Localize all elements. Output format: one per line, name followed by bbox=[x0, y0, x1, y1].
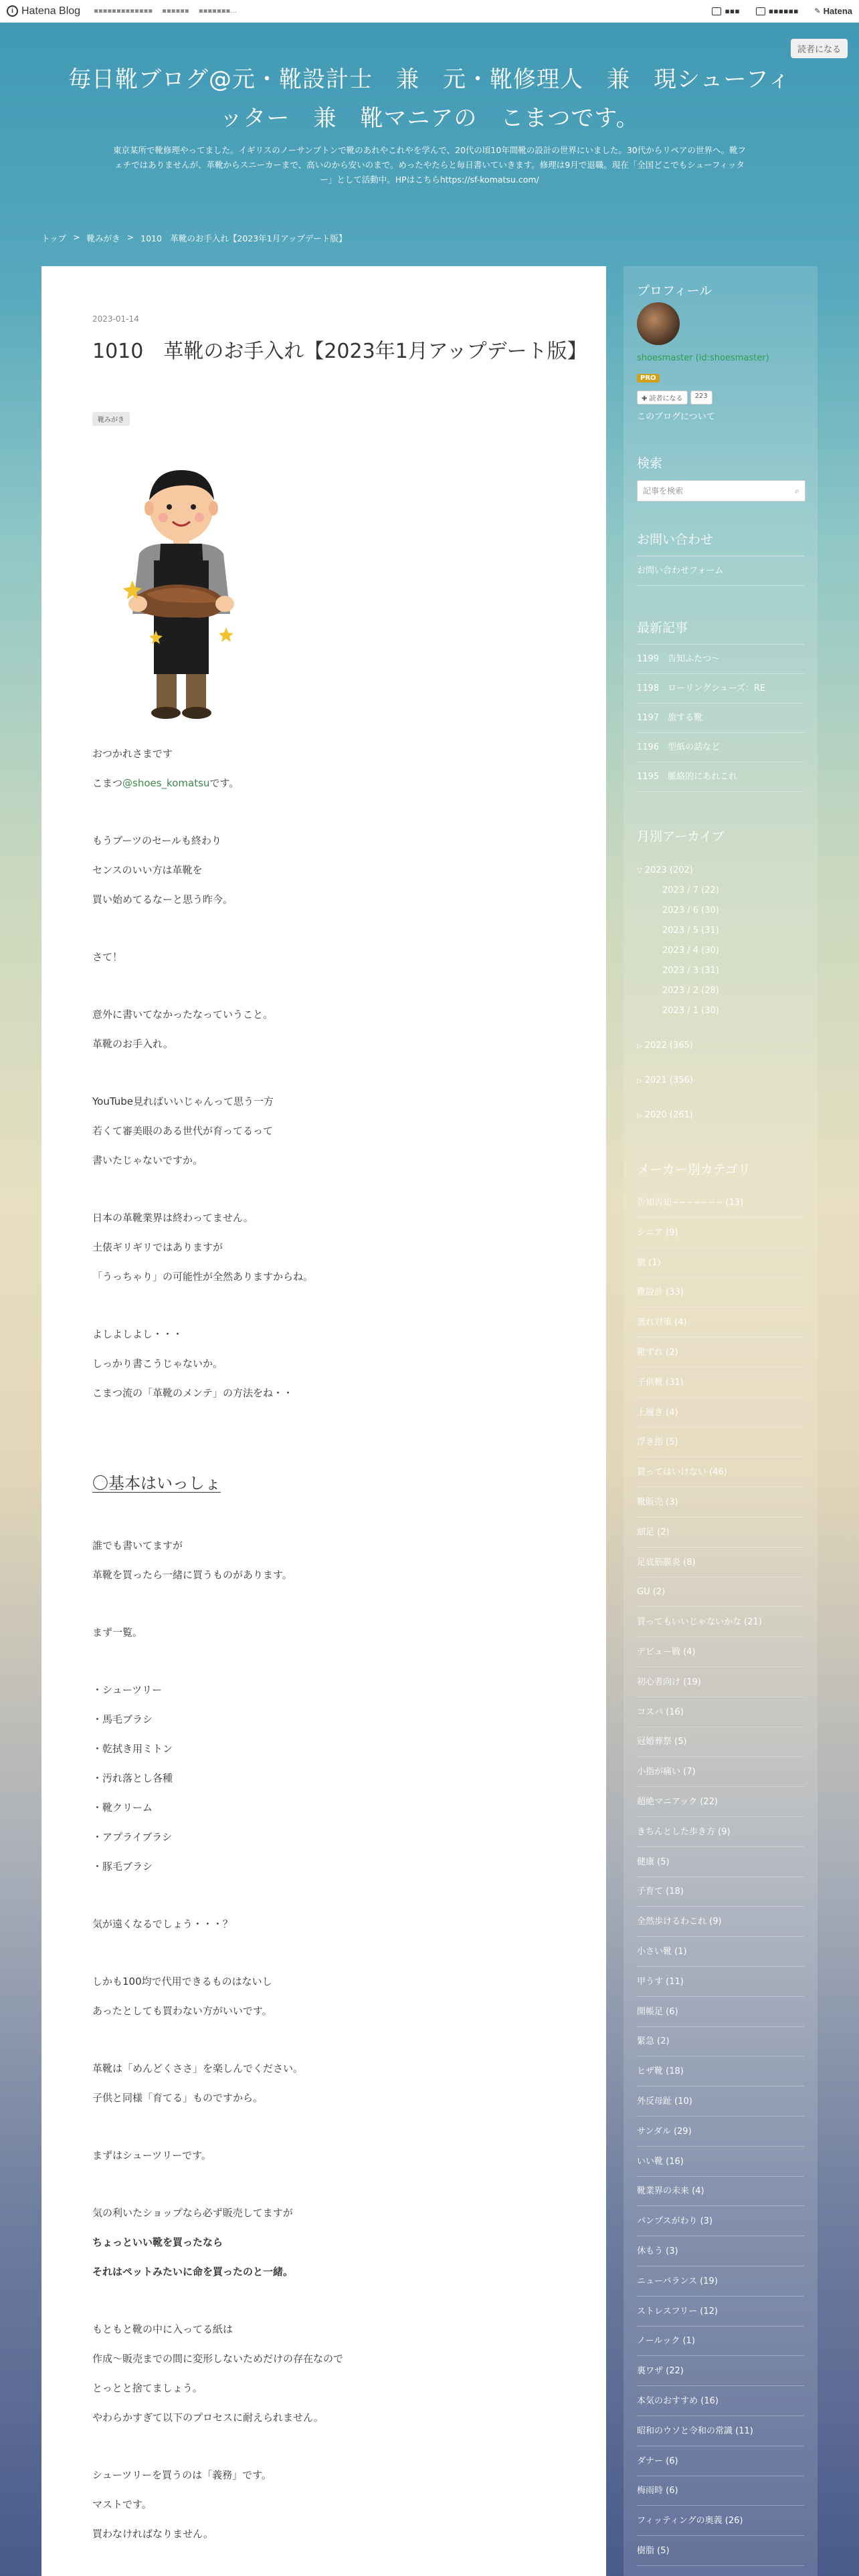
article bbox=[41, 266, 606, 2576]
breadcrumb-top[interactable]: トップ bbox=[41, 233, 67, 243]
category-item[interactable]: いい靴 (16) bbox=[637, 2147, 804, 2177]
archive-month[interactable]: 2023 / 3 (31) bbox=[662, 966, 719, 976]
category-item[interactable]: 靴設計 (33) bbox=[637, 1277, 804, 1307]
archive-year[interactable] bbox=[637, 1110, 693, 1120]
hatena-blog-logo[interactable] bbox=[7, 5, 80, 17]
article-paragraph: こまつ流の「革靴のメンテ」の方法をね・・ bbox=[92, 1387, 294, 1399]
search-placeholder: 記事を検索 bbox=[643, 486, 684, 496]
category-item[interactable]: 小さい靴 (1) bbox=[637, 1937, 804, 1967]
text-span: こまつ bbox=[92, 777, 123, 789]
article-paragraph: おつかれさまです bbox=[92, 748, 173, 760]
profile-heading: プロフィール bbox=[637, 284, 712, 298]
article-paragraph: 書いたじゃないですか。 bbox=[92, 1154, 203, 1166]
list-item: ・シューツリー bbox=[92, 1684, 163, 1696]
article-paragraph: 革靴は「めんどくささ」を楽しんでください。 bbox=[92, 2062, 304, 2074]
section-heading: 〇基本はいっしょ bbox=[92, 1474, 221, 1493]
category-item[interactable]: 緊急 (2) bbox=[637, 2026, 804, 2056]
search-input[interactable] bbox=[637, 480, 805, 502]
category-item[interactable]: 梅雨時 (6) bbox=[637, 2476, 804, 2506]
chevron-right-icon: ▷ bbox=[637, 1077, 642, 1085]
category-item[interactable]: 休もう (3) bbox=[637, 2236, 804, 2266]
global-nav-item[interactable]: ▪▪▪▪▪▪▪... bbox=[198, 7, 237, 15]
list-item: ・汚れ落とし各種 bbox=[92, 1772, 173, 1784]
article-paragraph: 買い始めてるなーと思う昨今。 bbox=[92, 893, 233, 905]
archive-month[interactable]: 2023 / 1 (30) bbox=[662, 1006, 719, 1016]
breadcrumb-current: 1010 革靴のお手入れ【2023年1月アップデート版】 bbox=[140, 233, 347, 243]
pencil-icon bbox=[712, 7, 721, 15]
subscriber-count[interactable]: 223 bbox=[690, 391, 712, 405]
twitter-link[interactable]: @shoes_komatsu bbox=[122, 777, 210, 789]
archive-year-label: 2022 (365) bbox=[644, 1041, 693, 1051]
category-item[interactable]: 靴ずれ (2) bbox=[637, 1337, 804, 1368]
article-paragraph: 意外に書いてなかったなっていうこと。 bbox=[92, 1008, 274, 1021]
category-item[interactable]: 昭和のウソと令和の常識 (11) bbox=[637, 2416, 804, 2446]
article-paragraph: 子供と同様「育てる」ものですから。 bbox=[92, 2092, 264, 2104]
category-item[interactable]: 甲うす (11) bbox=[637, 1967, 804, 1997]
article-paragraph: 革靴を買ったら一緒に買うものがあります。 bbox=[92, 1569, 292, 1581]
category-item[interactable]: 上履き (4) bbox=[637, 1398, 804, 1428]
global-header-right bbox=[696, 6, 852, 16]
article-paragraph: しっかり書こうじゃないか。 bbox=[92, 1358, 223, 1370]
list-item: ・靴クリーム bbox=[92, 1802, 153, 1814]
recent-entry[interactable]: 1197 旅する靴 bbox=[637, 704, 804, 733]
breadcrumb bbox=[41, 232, 347, 244]
list-item: ・アプライブラシ bbox=[92, 1831, 173, 1843]
blog-description-line: ー」として活動中。HPはこちらhttps://sf-komatsu.com/ bbox=[320, 175, 539, 185]
contact-heading: お問い合わせ bbox=[637, 532, 714, 547]
category-item[interactable]: 小指が痛い (7) bbox=[637, 1757, 804, 1787]
blog-description-line: 東京某所で靴修理やってました。イギリスのノーサンプトンで靴のあれやこれやを学んで、20代の頃10年間靴の設計の世界にいました。30代からリペアの世界へ。靴フ bbox=[113, 145, 746, 155]
category-item[interactable]: 初心者向け (19) bbox=[637, 1667, 804, 1697]
archive-month[interactable]: 2023 / 6 (30) bbox=[662, 905, 719, 916]
profile-subscribe bbox=[637, 391, 712, 405]
sidebar-subscribe-button[interactable]: ✚ 読者になる bbox=[637, 391, 688, 405]
article-paragraph: あったとしても買わない方がいいです。 bbox=[92, 2005, 272, 2017]
text-span: です。 bbox=[209, 777, 240, 789]
manage-label: ▪▪▪▪▪▪ bbox=[768, 7, 799, 15]
article-date[interactable]: 2023-01-14 bbox=[92, 314, 139, 324]
category-item[interactable]: サンダル (29) bbox=[637, 2117, 804, 2147]
category-item[interactable]: 靴業界の未来 (4) bbox=[637, 2176, 804, 2206]
global-nav-item[interactable]: ▪▪▪▪▪▪ bbox=[162, 7, 189, 15]
category-item[interactable]: 全然歩けるわこれ (9) bbox=[637, 1907, 804, 1937]
article-paragraph: YouTube見ればいいじゃんって思う一方 bbox=[92, 1095, 274, 1107]
blog-title-line: 毎日靴ブログ@元・靴設計士 兼 元・靴修理人 兼 現シューフィ bbox=[68, 66, 791, 93]
category-item[interactable]: きちんとした歩き方 (9) bbox=[637, 1817, 804, 1847]
article-paragraph: センスのいい方は革靴を bbox=[92, 864, 203, 876]
search-module bbox=[637, 453, 804, 471]
article-paragraph: もともと靴の中に入ってる紙は bbox=[92, 2323, 233, 2335]
search-icon[interactable]: ⌕ bbox=[795, 486, 799, 496]
category-item[interactable]: ストレスフリー (12) bbox=[637, 2296, 804, 2327]
global-header bbox=[0, 0, 859, 23]
category-item[interactable]: 健康 (5) bbox=[637, 1847, 804, 1877]
article-paragraph: もうブーツのセールも終わり bbox=[92, 835, 222, 847]
category-item[interactable]: 子育て (18) bbox=[637, 1876, 804, 1907]
category-item[interactable]: 買ってもいいじゃないかな (21) bbox=[637, 1607, 804, 1637]
archive-month[interactable]: 2023 / 5 (31) bbox=[662, 926, 719, 936]
recent-entry[interactable]: 1195 脈絡的にあれこれ bbox=[637, 762, 804, 792]
chevron-down-icon: ▽ bbox=[637, 867, 642, 875]
pro-badge: PRO bbox=[637, 374, 660, 383]
category-item[interactable]: 足底筋膜炎 (8) bbox=[637, 1547, 804, 1578]
category-item[interactable]: ヒザ靴 (18) bbox=[637, 2056, 804, 2086]
chevron-right-icon: ▷ bbox=[637, 1043, 642, 1050]
avatar[interactable] bbox=[637, 302, 680, 345]
archive-year-label: 2023 (202) bbox=[644, 865, 693, 875]
category-item[interactable]: 外反母趾 (10) bbox=[637, 2086, 804, 2117]
subscribe-button[interactable]: 読者になる bbox=[791, 39, 848, 58]
category-item[interactable]: パンプスがわり (3) bbox=[637, 2206, 804, 2236]
hatena-mark-icon: ✎ bbox=[814, 7, 821, 15]
article-paragraph: やわらかすぎて以下のプロセスに耐えられません。 bbox=[92, 2411, 324, 2424]
article-paragraph: 若くて審美眼のある世代が育ってるって bbox=[92, 1125, 274, 1137]
recent-module bbox=[637, 618, 804, 792]
pro-badge-wrap bbox=[637, 370, 660, 383]
article-paragraph: 土俵ギリギリではありますが bbox=[92, 1241, 223, 1253]
category-module bbox=[637, 1160, 804, 1178]
archive-year-label: 2020 (261) bbox=[644, 1110, 693, 1120]
global-nav bbox=[94, 7, 246, 15]
global-nav-item[interactable]: ▪▪▪▪▪▪▪▪▪▪▪▪▪ bbox=[94, 7, 153, 15]
archive-year-label: 2021 (356) bbox=[644, 1075, 693, 1085]
article-paragraph-bold: それはペットみたいに命を買ったのと一緒。 bbox=[92, 2266, 294, 2278]
write-button[interactable] bbox=[712, 7, 739, 15]
category-item[interactable]: ノールック (1) bbox=[637, 2326, 804, 2356]
article-paragraph: 日本の革靴業界は終わってません。 bbox=[92, 1212, 254, 1224]
category-item[interactable]: 本気のおすすめ (16) bbox=[637, 2386, 804, 2416]
profile-name-link[interactable]: shoesmaster (id:shoesmaster) bbox=[637, 353, 769, 363]
recent-entry[interactable]: 1199 告知ふたつ〜 bbox=[637, 645, 804, 674]
chevron-right-icon: ▷ bbox=[637, 1112, 642, 1119]
category-item[interactable]: 裏ワザ (22) bbox=[637, 2356, 804, 2386]
archive-year[interactable] bbox=[637, 865, 693, 875]
recent-heading: 最新記事 bbox=[637, 621, 688, 635]
category-item[interactable]: 靴販売 (3) bbox=[637, 1487, 804, 1517]
article-paragraph: 買わなければなりません。 bbox=[92, 2528, 213, 2540]
write-label: ▪▪▪ bbox=[725, 7, 740, 15]
category-item[interactable]: シニア (9) bbox=[637, 1218, 804, 1248]
article-paragraph: しかも100均で代用できるものはないし bbox=[92, 1975, 272, 1988]
article-title[interactable]: 1010 革靴のお手入れ【2023年1月アップデート版】 bbox=[92, 340, 587, 363]
category-item[interactable]: GU (2) bbox=[637, 1577, 804, 1607]
contact-module bbox=[637, 530, 804, 586]
article-paragraph: 革靴のお手入れ。 bbox=[92, 1038, 173, 1050]
breadcrumb-separator: > bbox=[126, 232, 134, 242]
blog-title[interactable] bbox=[0, 60, 859, 138]
profile-module bbox=[637, 281, 804, 299]
contact-list bbox=[637, 556, 804, 586]
archive-month[interactable]: 2023 / 4 (30) bbox=[662, 946, 719, 956]
search-heading: 検索 bbox=[637, 456, 663, 471]
dashboard-icon bbox=[756, 7, 765, 15]
blog-description bbox=[47, 143, 812, 187]
category-item[interactable]: 旅 (1) bbox=[637, 1248, 804, 1278]
category-item[interactable]: 開帳足 (6) bbox=[637, 1997, 804, 2027]
category-item[interactable]: デビュー戦 (4) bbox=[637, 1637, 804, 1667]
category-item[interactable]: 細足 (2) bbox=[637, 1517, 804, 1547]
category-item[interactable]: 冠婚葬祭 (5) bbox=[637, 1727, 804, 1757]
article-paragraph: 「うっちゃり」の可能性が全然ありますからね。 bbox=[92, 1271, 314, 1283]
contact-form-link[interactable]: お問い合わせフォーム bbox=[637, 556, 804, 586]
article-paragraph: 気が遠くなるでしょう・・・？ bbox=[92, 1918, 233, 1930]
category-item[interactable]: ダナー (6) bbox=[637, 2446, 804, 2476]
category-item[interactable]: 超絶マニアック (22) bbox=[637, 1787, 804, 1817]
article-paragraph: シューツリーを買うのは「義務」です。 bbox=[92, 2469, 272, 2481]
hatena-menu-button[interactable] bbox=[814, 6, 852, 16]
article-paragraph: 気の利いたショップなら必ず販売してますが bbox=[92, 2207, 293, 2219]
category-item[interactable]: 樹脂 (5) bbox=[637, 2536, 804, 2566]
archive-month[interactable]: 2023 / 2 (28) bbox=[662, 986, 719, 996]
article-paragraph: とっとと捨てましょう。 bbox=[92, 2382, 203, 2394]
category-item[interactable]: 子供靴 (31) bbox=[637, 1368, 804, 1398]
article-paragraph bbox=[92, 776, 239, 790]
article-paragraph: 作成～販売までの間に変形しないためだけの存在なので bbox=[92, 2353, 344, 2365]
hatena-logo-icon: i bbox=[7, 5, 18, 17]
article-paragraph: よしよしよし・・・ bbox=[92, 1328, 183, 1340]
recent-entry[interactable]: 1196 型紙の話など bbox=[637, 733, 804, 762]
article-paragraph: 誰でも書いてますが bbox=[92, 1539, 183, 1551]
logo-text: Hatena Blog bbox=[21, 5, 81, 17]
recent-entry[interactable]: 1198 ローリングシューズ：RE bbox=[637, 674, 804, 704]
category-item[interactable]: 蒸れ対策 (4) bbox=[637, 1307, 804, 1337]
sidebar bbox=[624, 266, 818, 2576]
manage-button[interactable] bbox=[756, 7, 799, 15]
list-item: ・豚毛ブラシ bbox=[92, 1860, 153, 1872]
article-paragraph: マストです。 bbox=[92, 2498, 152, 2510]
list-item: ・乾拭き用ミトン bbox=[92, 1743, 173, 1755]
article-paragraph: まずはシューツリーです。 bbox=[92, 2149, 211, 2161]
article-paragraph: さて！ bbox=[92, 951, 123, 963]
breadcrumb-category[interactable]: 靴みがき bbox=[86, 233, 120, 243]
recent-list bbox=[637, 644, 804, 792]
category-item[interactable]: 買ってはいけない (46) bbox=[637, 1457, 804, 1487]
hatena-brand: Hatena bbox=[823, 6, 852, 16]
blog-description-line: ェチではありませんが、革靴からスニーカーまで、高いのから安いのまで。めったやたらと毎日書いていきます。修理は9月で退職。現在「全国どこでもシューフィッタ bbox=[114, 160, 745, 170]
article-paragraph: まず一覧。 bbox=[92, 1626, 143, 1638]
archive-year[interactable] bbox=[637, 1075, 693, 1085]
article-category[interactable]: 靴みがき bbox=[92, 412, 130, 426]
archive-month[interactable]: 2023 / 7 (22) bbox=[662, 885, 719, 895]
category-item[interactable]: コスパ (16) bbox=[637, 1697, 804, 1727]
category-item[interactable]: フィッティングの奥義 (26) bbox=[637, 2506, 804, 2536]
archive-module bbox=[637, 827, 804, 845]
category-item[interactable]: 浮き指 (5) bbox=[637, 1427, 804, 1457]
list-item: ・馬毛ブラシ bbox=[92, 1713, 153, 1725]
category-item[interactable]: ニューバランス (19) bbox=[637, 2266, 804, 2296]
category-heading: メーカー別カテゴリ bbox=[637, 1162, 751, 1177]
archive-year[interactable] bbox=[637, 1041, 693, 1051]
blog-title-line: ッター 兼 靴マニアの こまつです。 bbox=[219, 105, 640, 132]
about-blog-link[interactable]: このブログについて bbox=[637, 412, 715, 422]
archive-heading: 月別アーカイブ bbox=[637, 829, 725, 844]
category-item[interactable]: 告知告知−−−−−−− (13) bbox=[637, 1188, 804, 1218]
article-paragraph-bold: ちょっといい靴を買ったなら bbox=[92, 2236, 223, 2248]
shoe-shop-clerk-illustration bbox=[119, 460, 244, 724]
breadcrumb-separator: > bbox=[73, 232, 80, 242]
